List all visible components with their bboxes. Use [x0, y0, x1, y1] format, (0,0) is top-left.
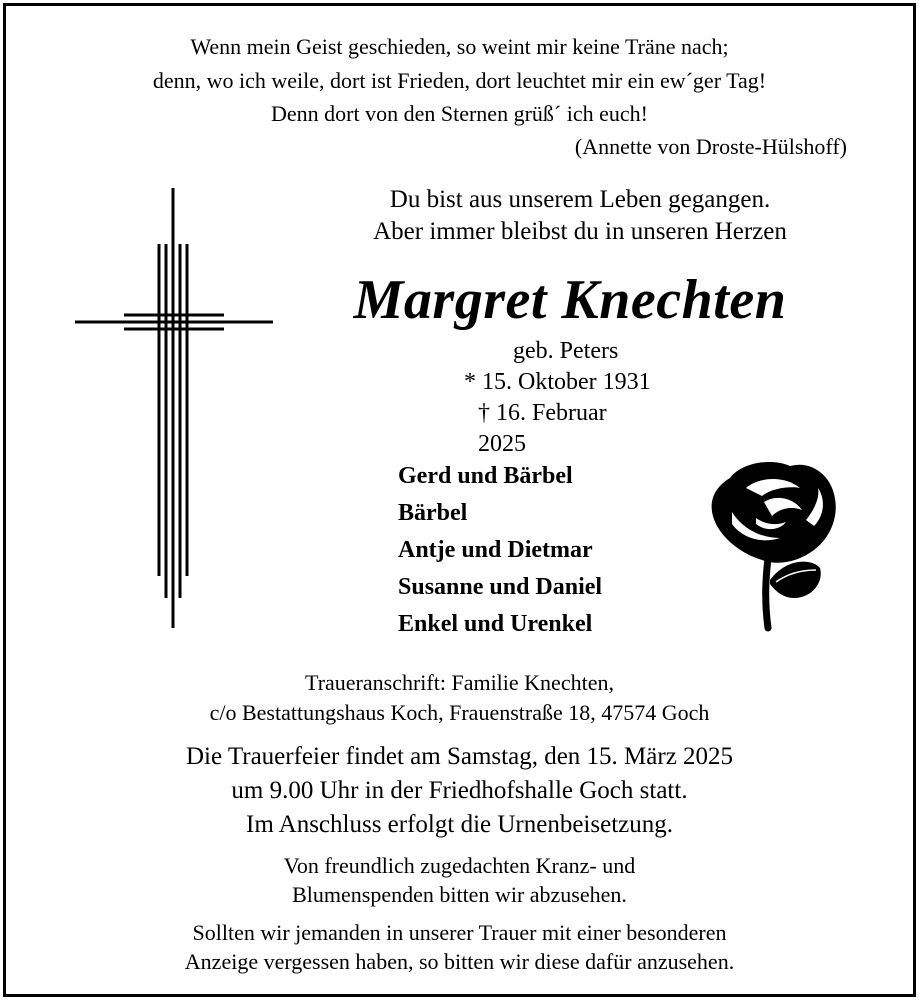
closing-line-2: Anzeige vergessen haben, so bitten wir diese dafür anzusehen.: [184, 949, 735, 974]
mourning-address: [0, 668, 919, 728]
flowers-note: [0, 852, 919, 909]
mourner: Enkel und Urenkel: [398, 611, 593, 637]
intro-line-1: Du bist aus unserem Leben gegangen.: [389, 186, 771, 213]
poem: [0, 30, 919, 131]
mourner: Gerd und Bärbel: [398, 463, 573, 489]
death-date: † 16. Februar 2025: [478, 400, 607, 457]
maiden-name: geb. Peters: [513, 338, 619, 364]
mourner: Bärbel: [398, 500, 468, 526]
flowers-line-2: Blumenspenden bitten wir abzusehen.: [292, 881, 627, 907]
address-line-1: Traueranschrift: Familie Knechten,: [305, 670, 614, 695]
mourner: Susanne und Daniel: [398, 574, 603, 600]
poem-line-1: Wenn mein Geist geschieden, so weint mir keine Träne nach;: [190, 34, 729, 59]
poem-line-3: Denn dort von den Sternen grüß´ ich euch!: [271, 101, 648, 126]
ceremony-line-1: Die Trauerfeier findet am Samstag, den 15. März 2025: [185, 743, 734, 770]
mourner: Antje und Dietmar: [398, 537, 593, 563]
birth-date: * 15. Oktober 1931: [464, 369, 651, 395]
life-dates: [440, 336, 660, 460]
poem-line-2: denn, wo ich weile, dort ist Frieden, dort leuchtet mir ein ew´ger Tag!: [152, 67, 767, 93]
rose-icon: [702, 458, 842, 638]
intro: [330, 184, 830, 248]
address-line-2: c/o Bestattungshaus Koch, Frauenstraße 18, 47574 Goch: [209, 700, 710, 725]
cross-icon: [72, 188, 276, 638]
closing-note: [0, 918, 919, 976]
ceremony-line-2: um 9.00 Uhr in der Friedhofshalle Goch statt.: [231, 777, 688, 804]
ceremony-line-3: Im Anschluss erfolgt die Urnenbeisetzung.: [246, 811, 673, 838]
poem-author: (Annette von Droste-Hülshoff): [574, 134, 847, 159]
intro-line-2: Aber immer bleibst du in unseren Herzen: [373, 218, 787, 245]
flowers-line-1: Von freundlich zugedachten Kranz- und: [283, 853, 636, 878]
ceremony-info: [0, 740, 919, 842]
closing-line-1: Sollten wir jemanden in unserer Trauer mit einer besonderen: [192, 920, 727, 945]
deceased-name: Margret Knechten: [353, 269, 787, 331]
mourners-list: [398, 458, 602, 643]
